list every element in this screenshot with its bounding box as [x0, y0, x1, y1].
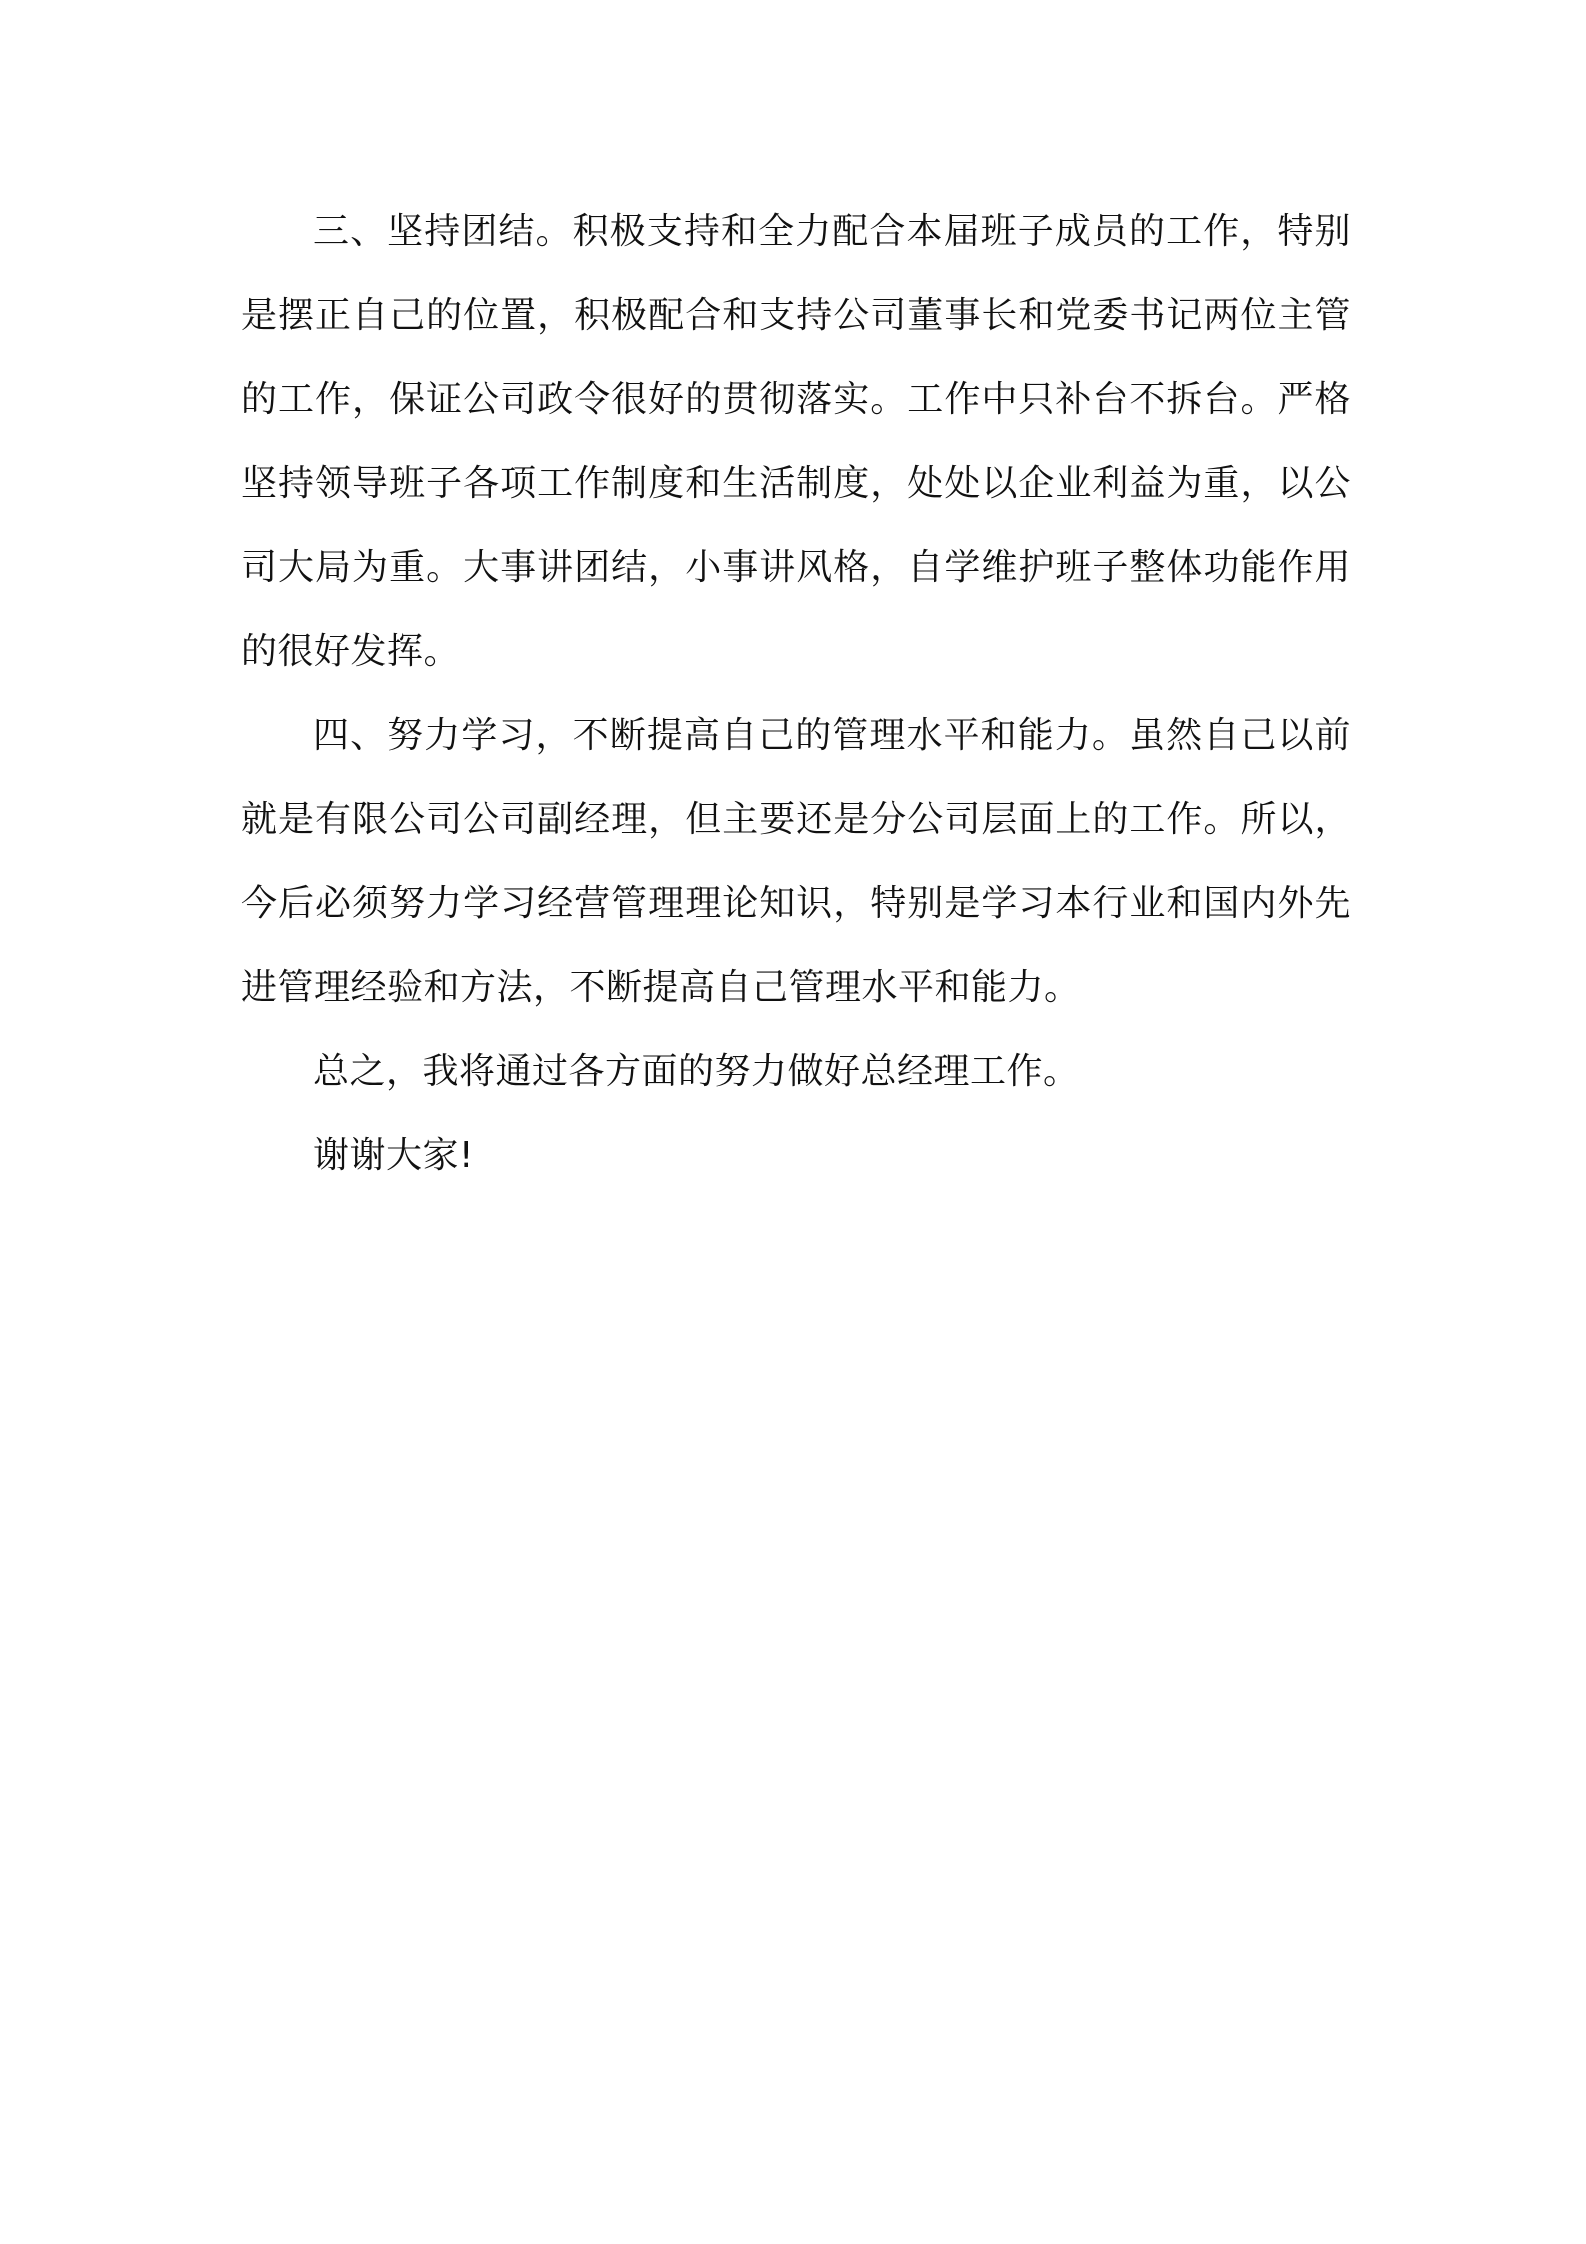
document-body [241, 190, 1351, 1198]
paragraph-learning: 四、努力学习，不断提高自己的管理水平和能力。虽然自己以前就是有限公司公司副经理，但主要还是分公司层面上的工作。所以，今后必须努力学习经营管理理论知识，特别是学习本行业和国内外先进管理经验和方法，不断提高自己管理水平和能力。 [241, 715, 1351, 1008]
paragraph-unity: 三、坚持团结。积极支持和全力配合本届班子成员的工作，特别是摆正自己的位置，积极配合和支持公司董事长和党委书记两位主管的工作，保证公司政令很好的贯彻落实。工作中只补台不拆台。严格坚持领导班子各项工作制度和生活制度，处处以企业利益为重，以公司大局为重。大事讲团结，小事讲风格，自学维护班子整体功能作用的很好发挥。 [241, 211, 1351, 672]
paragraph-thanks: 谢谢大家! [313, 1135, 474, 1176]
paragraph-conclusion: 总之，我将通过各方面的努力做好总经理工作。 [313, 1051, 1080, 1092]
